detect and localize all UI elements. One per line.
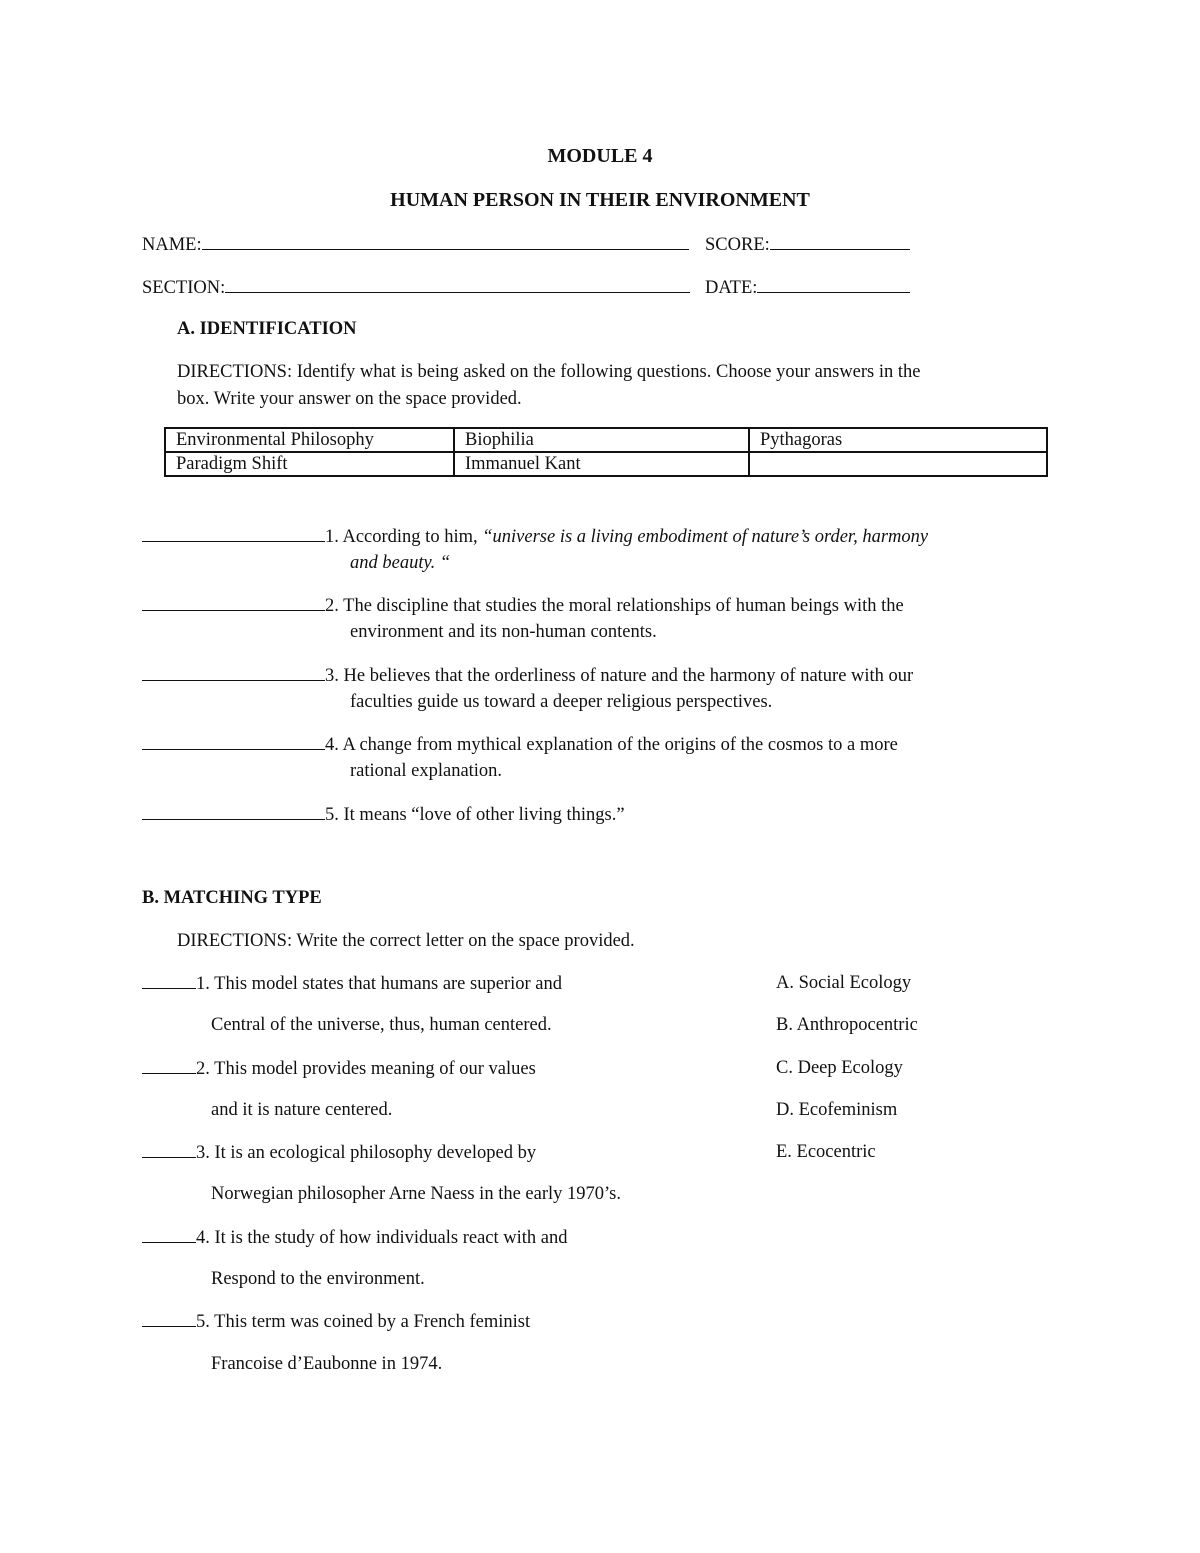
name-field[interactable] [202,231,689,250]
matching-item [142,970,562,998]
matching-item-continuation: Francoise d’Eaubonne in 1974. [211,1354,443,1374]
answer-blank[interactable] [142,1055,196,1074]
question-number: 4. [325,735,339,755]
choices-row [165,452,1047,476]
question-continuation: rational explanation. [350,761,503,781]
matching-item-text: 4. It is the study of how individuals react with and [196,1228,568,1248]
matching-item [142,1055,536,1083]
question-text: He believes that the orderliness of nature and the harmony of nature with our [338,666,914,686]
score-label: SCORE: [705,235,770,255]
matching-item-text: 1. This model states that humans are superior and [196,974,562,994]
module-title: HUMAN PERSON IN THEIR ENVIRONMENT [390,189,810,211]
date-row [705,274,910,302]
choice-cell: Pythagoras [749,428,1047,452]
question-text: The discipline that studies the moral relationships of human beings with the [338,596,904,616]
matching-option: B. Anthropocentric [776,1015,918,1035]
matching-option: E. Ecocentric [776,1142,876,1162]
matching-item-continuation: Respond to the environment. [211,1269,425,1289]
question-text: It means “love of other living things.” [338,805,625,825]
answer-blank[interactable] [142,801,325,820]
question-quote-end: and beauty. “ [350,553,451,573]
answer-blank[interactable] [142,970,196,989]
question-text: A change from mythical explanation of the origins of the cosmos to a more [338,735,898,755]
matching-item-text: 3. It is an ecological philosophy developed by [196,1143,537,1163]
name-label: NAME: [142,235,202,255]
section-b-heading: B. MATCHING TYPE [142,888,322,908]
section-a-directions-line2: box. Write your answer on the space provided. [177,389,522,409]
choice-cell: Paradigm Shift [165,452,454,476]
section-a-heading: A. IDENTIFICATION [177,319,357,339]
question-quote: “universe is a living embodiment of nature’s order, harmony [482,527,929,547]
section-field[interactable] [225,274,690,293]
section-b-directions: DIRECTIONS: Write the correct letter on the space provided. [177,931,635,951]
answer-blank[interactable] [142,731,325,750]
matching-item [142,1139,536,1167]
choice-cell [749,452,1047,476]
question-continuation [350,550,450,577]
date-field[interactable] [757,274,910,293]
matching-item [142,1224,567,1252]
identification-question [142,523,929,573]
answer-blank[interactable] [142,1224,196,1243]
question-continuation: environment and its non-human contents. [350,622,657,642]
score-field[interactable] [770,231,910,250]
date-label: DATE: [705,278,758,298]
answer-blank[interactable] [142,592,325,611]
identification-question [142,801,625,829]
answer-blank[interactable] [142,523,325,542]
section-a-directions-line1: DIRECTIONS: Identify what is being asked on the following questions. Choose your answers in the [177,362,921,382]
answer-blank[interactable] [142,662,325,681]
matching-option: A. Social Ecology [776,973,912,993]
matching-item-text: 5. This term was coined by a French feminist [196,1312,531,1332]
matching-option: C. Deep Ecology [776,1058,903,1078]
choices-box [164,427,1048,477]
answer-blank[interactable] [142,1308,196,1327]
identification-question [142,662,914,712]
module-number: MODULE 4 [547,145,653,167]
question-number: 2. [325,596,339,616]
matching-item-continuation: Norwegian philosopher Arne Naess in the early 1970’s. [211,1184,621,1204]
score-row [705,231,910,259]
question-number: 3. [325,666,339,686]
matching-item-continuation: and it is nature centered. [211,1100,393,1120]
answer-blank[interactable] [142,1139,196,1158]
choices-row [165,428,1047,452]
question-text: According to him, [338,527,483,547]
matching-option: D. Ecofeminism [776,1100,898,1120]
name-row [142,231,689,259]
section-label: SECTION: [142,278,226,298]
question-continuation: faculties guide us toward a deeper religious perspectives. [350,692,773,712]
identification-question [142,592,904,642]
question-number: 5. [325,805,339,825]
question-number: 1. [325,527,339,547]
section-row [142,274,690,302]
choice-cell: Immanuel Kant [454,452,749,476]
choice-cell: Environmental Philosophy [165,428,454,452]
choice-cell: Biophilia [454,428,749,452]
matching-item [142,1308,530,1336]
identification-question [142,731,898,781]
matching-item-text: 2. This model provides meaning of our values [196,1059,536,1079]
matching-item-continuation: Central of the universe, thus, human centered. [211,1015,552,1035]
